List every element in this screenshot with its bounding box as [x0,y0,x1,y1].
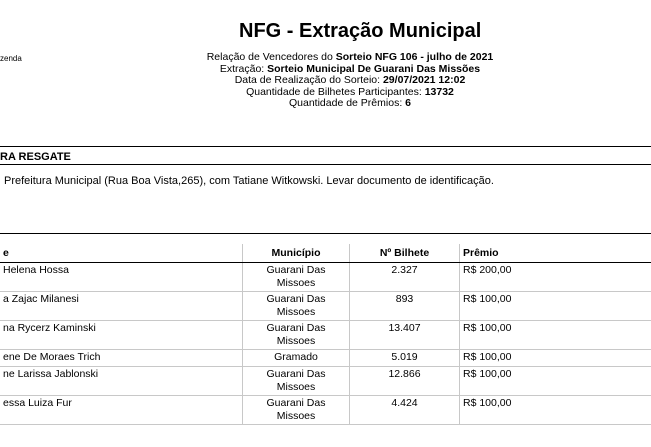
premios-label: Quantidade de Prêmios: [289,97,403,109]
data-label: Data de Realização do Sorteio: [234,74,381,86]
table-row [0,350,651,367]
extracao-label: Extração: [219,62,265,75]
winner-name: ene De Moraes Trich [0,350,243,367]
divider-table [0,233,651,234]
winner-premio: R$ 100,00 [460,367,651,396]
table-row [0,321,651,350]
winner-bilhete: 13.407 [350,321,460,350]
extraction-info [150,52,550,110]
winner-name: essa Luiza Fur [0,396,243,425]
winner-municipio: Guarani Das Missoes [243,292,350,321]
page-title: NFG - Extração Municipal [239,20,482,42]
premios-line [150,98,550,110]
extracao-value: Sorteio Municipal De Guarani Das Missões [267,62,481,75]
header-premio: Prêmio [460,244,651,263]
winner-municipio: Guarani Das Missoes [243,367,350,396]
table-row [0,263,651,292]
winner-municipio: Guarani Das Missoes [243,396,350,425]
winner-bilhete: 2.327 [350,263,460,292]
winner-name: Helena Hossa [0,263,243,292]
divider-resgate [0,164,651,165]
winner-name: ne Larissa Jablonski [0,367,243,396]
winner-name: na Rycerz Kaminski [0,321,243,350]
resgate-text: Prefeitura Municipal (Rua Boa Vista,265), com Tatiane Witkowski. Levar documento de identificação. [4,175,494,187]
relacao-label: Relação de Vencedores do [206,51,333,63]
table-row [0,396,651,425]
winner-bilhete: 4.424 [350,396,460,425]
winner-bilhete: 12.866 [350,367,460,396]
resgate-title: RA RESGATE [0,151,71,163]
divider-top [0,146,651,147]
header-name: e [0,244,243,263]
data-value: 29/07/2021 12:02 [382,74,466,86]
winner-municipio: Guarani Das Missoes [243,263,350,292]
table-header-row [0,244,651,263]
winner-premio: R$ 200,00 [460,263,651,292]
header-bilhete: Nº Bilhete [350,244,460,263]
bilhetes-value: 13732 [424,85,454,98]
bilhetes-label: Quantidade de Bilhetes Participantes: [246,85,422,98]
winner-municipio: Gramado [243,350,350,367]
winner-premio: R$ 100,00 [460,350,651,367]
winner-name: a Zajac Milanesi [0,292,243,321]
winner-premio: R$ 100,00 [460,292,651,321]
winner-bilhete: 5.019 [350,350,460,367]
winners-table [0,244,651,425]
header-municipio: Município [243,244,350,263]
table-row [0,292,651,321]
table-row [0,367,651,396]
winner-premio: R$ 100,00 [460,396,651,425]
organization-name: zenda [0,54,22,63]
winner-bilhete: 893 [350,292,460,321]
winner-premio: R$ 100,00 [460,321,651,350]
relacao-value: Sorteio NFG 106 - julho de 2021 [335,51,494,63]
premios-value: 6 [405,97,411,109]
winner-municipio: Guarani Das Missoes [243,321,350,350]
